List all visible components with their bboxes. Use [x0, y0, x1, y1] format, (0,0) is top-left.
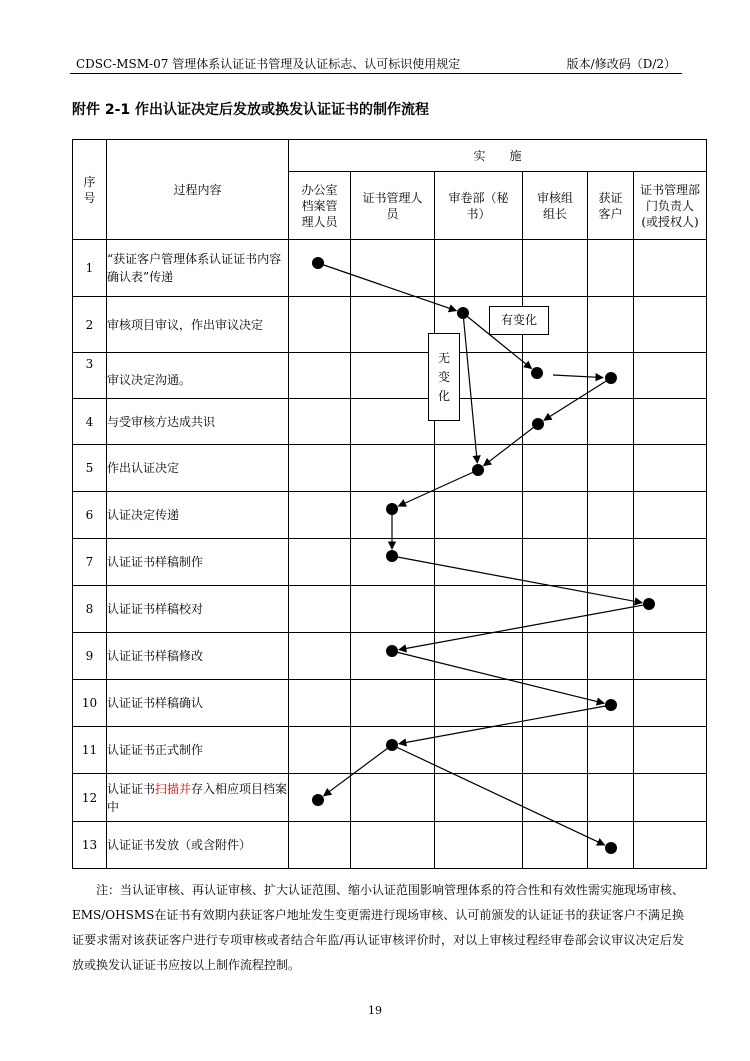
- flow-node: [386, 739, 398, 751]
- row-process-text: 认证证书样稿校对: [107, 586, 289, 633]
- flow-arrow: [398, 470, 478, 506]
- role-office-archive: 办公室档案管理人员: [289, 172, 351, 240]
- flow-arrow: [399, 705, 611, 744]
- row-process-text: 认证证书样稿确认: [107, 680, 289, 727]
- row-process-text: “获证客户管理体系认证证书内容确认表”传递: [107, 240, 289, 297]
- row-number: 9: [73, 633, 107, 680]
- flow-arrow: [399, 604, 649, 650]
- col-header-seq: 序号: [73, 140, 107, 240]
- row-number: 2: [73, 297, 107, 353]
- flow-node: [386, 503, 398, 515]
- col-header-process: 过程内容: [107, 140, 289, 240]
- flow-arrow: [318, 263, 456, 311]
- document-code-title: CDSC-MSM-07 管理体系认证证书管理及认证标志、认可标识使用规定: [76, 57, 461, 71]
- row-process-text: 审核项目审议，作出审议决定: [107, 297, 289, 353]
- row-process-text: 审议决定沟通。: [107, 353, 289, 399]
- row-process-text: 与受审核方达成共识: [107, 399, 289, 445]
- flow-node: [531, 367, 543, 379]
- row-number: 6: [73, 492, 107, 539]
- flow-node: [386, 550, 398, 562]
- flow-arrow: [553, 375, 603, 378]
- role-audit-team-leader: 审核组组长: [523, 172, 588, 240]
- flow-arrow: [484, 424, 538, 466]
- flow-node: [386, 645, 398, 657]
- role-dept-head: 证书管理部门负责人(或授权人): [634, 172, 707, 240]
- flow-node: [643, 598, 655, 610]
- flow-arrow: [463, 313, 477, 463]
- row-process-text: 认证证书样稿修改: [107, 633, 289, 680]
- label-unchanged: [428, 333, 460, 421]
- row-process-text: 认证决定传递: [107, 492, 289, 539]
- flow-node: [605, 699, 617, 711]
- flow-node: [605, 372, 617, 384]
- row-process-text: 认证证书正式制作: [107, 727, 289, 774]
- highlight-scan-text: 扫描并: [155, 781, 192, 796]
- row-process-text: 认证证书扫描并存入相应项目档案中: [107, 774, 289, 822]
- flow-arrow: [324, 745, 392, 796]
- flow-node: [312, 794, 324, 806]
- version-code: 版本/修改码（D/2）: [566, 57, 676, 71]
- flow-node: [472, 464, 484, 476]
- label-unchanged-char: 化: [437, 388, 450, 403]
- role-review-dept: 审卷部（秘书）: [435, 172, 523, 240]
- row-number: 12: [73, 774, 107, 822]
- row-number: 11: [73, 727, 107, 774]
- flow-node: [532, 418, 544, 430]
- row-number: 3: [73, 353, 107, 399]
- row-number: 13: [73, 822, 107, 869]
- attachment-title: 附件 2-1 作出认证决定后发放或换发认证证书的制作流程: [72, 102, 430, 118]
- label-unchanged-char: 变: [437, 369, 450, 384]
- row-process-text: 认证证书发放（或含附件）: [107, 822, 289, 869]
- row-process-text: 作出认证决定: [107, 445, 289, 492]
- label-unchanged-char: 无: [437, 350, 450, 365]
- flow-arrow: [392, 651, 604, 703]
- row-number: 4: [73, 399, 107, 445]
- row-number: 7: [73, 539, 107, 586]
- label-changed: 有变化: [489, 306, 549, 335]
- flow-arrow: [544, 378, 611, 420]
- row-process-text: 认证证书样稿制作: [107, 539, 289, 586]
- role-certificate-manager: 证书管理人员: [351, 172, 435, 240]
- flow-node: [605, 842, 617, 854]
- row-number: 1: [73, 240, 107, 297]
- row-number: 10: [73, 680, 107, 727]
- col-header-implementation: 实 施: [289, 140, 707, 172]
- flow-nodes: [312, 257, 655, 854]
- footnote: 注：当认证审核、再认证审核、扩大认证范围、缩小认证范围影响管理体系的符合性和有效性需实施现场审核、EMS/OHSMS在证书有效期内获证客户地址发生变更需进行现场审核、认可前颁发的认证证书的获证客户不满足换证要求需对该获证客户进行专项审核或者结合年监/再认证审核评价时，对以上审核过程经审卷部会议审议决定后发放或换发认证证书应按以上制作流程控制。: [72, 883, 685, 972]
- flow-node: [312, 257, 324, 269]
- page-number: 19: [368, 1004, 382, 1017]
- flow-connectors: [318, 263, 649, 845]
- row-number: 5: [73, 445, 107, 492]
- row-number: 8: [73, 586, 107, 633]
- role-certified-client: 获证客户: [588, 172, 634, 240]
- flow-node: [457, 307, 469, 319]
- flow-arrow: [392, 556, 642, 603]
- flow-arrow: [392, 745, 605, 845]
